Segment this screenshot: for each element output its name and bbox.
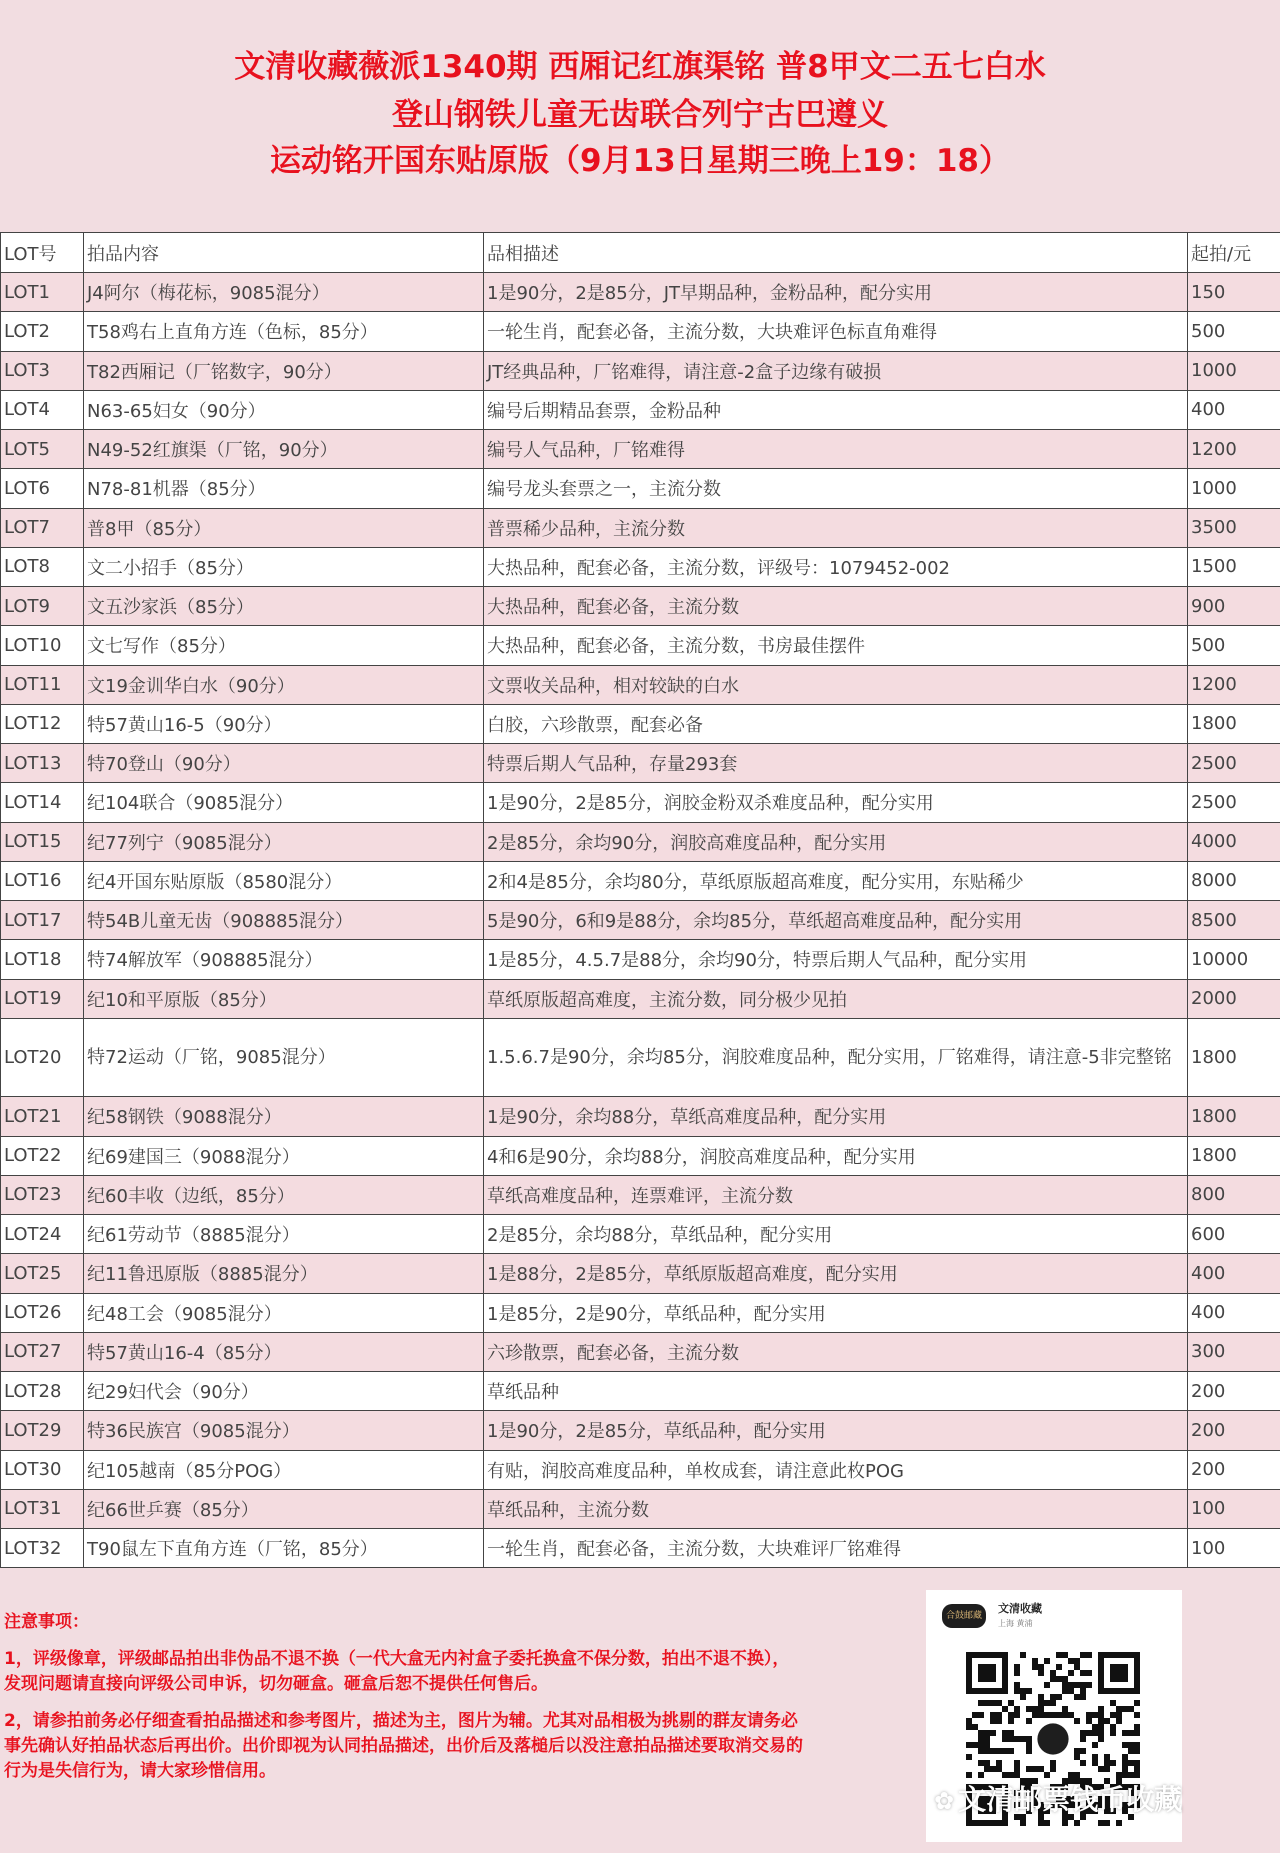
item-name: 纪11鲁迅原版（8885混分） bbox=[84, 1254, 484, 1293]
item-name: 纪60丰收（边纸，85分） bbox=[84, 1175, 484, 1214]
table-row bbox=[1, 861, 1280, 900]
item-name: 特36民族宫（9085混分） bbox=[84, 1411, 484, 1450]
lot-number: LOT21 bbox=[1, 1097, 84, 1136]
start-price: 1800 bbox=[1188, 1018, 1280, 1097]
item-name: T82西厢记（厂铭数字，90分） bbox=[84, 351, 484, 390]
table-row bbox=[1, 430, 1280, 469]
table-row bbox=[1, 351, 1280, 390]
lot-number: LOT2 bbox=[1, 312, 84, 351]
table-row bbox=[1, 626, 1280, 665]
item-description: 1是90分，2是85分，润胶金粉双杀难度品种，配分实用 bbox=[484, 783, 1188, 822]
start-price: 1500 bbox=[1188, 547, 1280, 586]
table-row bbox=[1, 1175, 1280, 1214]
lot-number: LOT32 bbox=[1, 1529, 84, 1568]
lot-table bbox=[0, 232, 1280, 1568]
start-price: 3500 bbox=[1188, 508, 1280, 547]
start-price: 2000 bbox=[1188, 979, 1280, 1018]
start-price: 300 bbox=[1188, 1332, 1280, 1371]
item-description: 1是90分，余均88分，草纸高难度品种，配分实用 bbox=[484, 1097, 1188, 1136]
watermark bbox=[934, 1778, 1182, 1818]
item-name: 特74解放军（908885混分） bbox=[84, 940, 484, 979]
table-body bbox=[1, 273, 1280, 1568]
item-name: 特57黄山16-4（85分） bbox=[84, 1332, 484, 1371]
table-row bbox=[1, 1529, 1280, 1568]
lot-number: LOT7 bbox=[1, 508, 84, 547]
item-name: 纪29妇代会（90分） bbox=[84, 1372, 484, 1411]
start-price: 200 bbox=[1188, 1450, 1280, 1489]
lot-number: LOT9 bbox=[1, 587, 84, 626]
lot-number: LOT24 bbox=[1, 1215, 84, 1254]
lot-number: LOT16 bbox=[1, 861, 84, 900]
item-description: 1.5.6.7是90分，余均85分，润胶难度品种，配分实用，厂铭难得，请注意-5非完整铭 bbox=[484, 1018, 1188, 1097]
header-start-price: 起拍/元 bbox=[1188, 233, 1280, 273]
item-name: 纪105越南（85分POG） bbox=[84, 1450, 484, 1489]
start-price: 1200 bbox=[1188, 430, 1280, 469]
item-description: 编号人气品种，厂铭难得 bbox=[484, 430, 1188, 469]
item-description: 大热品种，配套必备，主流分数 bbox=[484, 587, 1188, 626]
table-row bbox=[1, 1372, 1280, 1411]
wechat-icon: ✿ bbox=[934, 1787, 955, 1815]
lot-number: LOT25 bbox=[1, 1254, 84, 1293]
item-description: 有贴，润胶高难度品种，单枚成套，请注意此枚POG bbox=[484, 1450, 1188, 1489]
item-description: 2和4是85分，余均80分，草纸原版超高难度，配分实用，东贴稀少 bbox=[484, 861, 1188, 900]
lot-number: LOT22 bbox=[1, 1136, 84, 1175]
start-price: 1800 bbox=[1188, 1097, 1280, 1136]
start-price: 1000 bbox=[1188, 469, 1280, 508]
start-price: 8000 bbox=[1188, 861, 1280, 900]
item-name: 纪104联合（9085混分） bbox=[84, 783, 484, 822]
start-price: 500 bbox=[1188, 312, 1280, 351]
notes-heading: 注意事项： bbox=[4, 1612, 89, 1632]
lot-number: LOT29 bbox=[1, 1411, 84, 1450]
item-description: 特票后期人气品种，存量293套 bbox=[484, 744, 1188, 783]
item-name: 普8甲（85分） bbox=[84, 508, 484, 547]
item-description: 大热品种，配套必备，主流分数，评级号：1079452-002 bbox=[484, 547, 1188, 586]
title-line-1: 文清收藏薇派1340期 西厢记红旗渠铭 普8甲文二五七白水 bbox=[234, 49, 1046, 85]
table-row bbox=[1, 390, 1280, 429]
start-price: 200 bbox=[1188, 1411, 1280, 1450]
lot-number: LOT19 bbox=[1, 979, 84, 1018]
item-description: 1是88分，2是85分，草纸原版超高难度，配分实用 bbox=[484, 1254, 1188, 1293]
start-price: 1000 bbox=[1188, 351, 1280, 390]
table-row bbox=[1, 1332, 1280, 1371]
table-row bbox=[1, 1293, 1280, 1332]
item-description: 5是90分，6和9是88分，余均85分，草纸超高难度品种，配分实用 bbox=[484, 901, 1188, 940]
item-description: 草纸品种，主流分数 bbox=[484, 1489, 1188, 1528]
qr-logo: 合鼓邮藏 bbox=[942, 1604, 986, 1628]
item-name: T58鸡右上直角方连（色标，85分） bbox=[84, 312, 484, 351]
item-description: 一轮生肖，配套必备，主流分数，大块难评色标直角难得 bbox=[484, 312, 1188, 351]
item-description: 文票收关品种，相对较缺的白水 bbox=[484, 665, 1188, 704]
item-name: 纪4开国东贴原版（8580混分） bbox=[84, 861, 484, 900]
lot-number: LOT18 bbox=[1, 940, 84, 979]
start-price: 800 bbox=[1188, 1175, 1280, 1214]
table-row bbox=[1, 1018, 1280, 1097]
lot-number: LOT4 bbox=[1, 390, 84, 429]
item-description: 2是85分，余均88分，草纸品种，配分实用 bbox=[484, 1215, 1188, 1254]
qr-location: 上海 黄浦 bbox=[998, 1619, 1033, 1628]
item-name: 特57黄山16-5（90分） bbox=[84, 704, 484, 743]
notes-section bbox=[4, 1610, 804, 1796]
watermark-text: 文清邮票钱币收藏 bbox=[958, 1783, 1183, 1816]
lot-number: LOT28 bbox=[1, 1372, 84, 1411]
start-price: 4000 bbox=[1188, 822, 1280, 861]
item-description: 六珍散票，配套必备，主流分数 bbox=[484, 1332, 1188, 1371]
lot-number: LOT30 bbox=[1, 1450, 84, 1489]
item-name: 文二小招手（85分） bbox=[84, 547, 484, 586]
item-name: 文五沙家浜（85分） bbox=[84, 587, 484, 626]
lot-number: LOT3 bbox=[1, 351, 84, 390]
start-price: 150 bbox=[1188, 273, 1280, 312]
item-description: 一轮生肖，配套必备，主流分数，大块难评厂铭难得 bbox=[484, 1529, 1188, 1568]
start-price: 100 bbox=[1188, 1529, 1280, 1568]
item-description: 大热品种，配套必备，主流分数，书房最佳摆件 bbox=[484, 626, 1188, 665]
item-description: 1是85分，4.5.7是88分，余均90分，特票后期人气品种，配分实用 bbox=[484, 940, 1188, 979]
item-name: 文七写作（85分） bbox=[84, 626, 484, 665]
start-price: 400 bbox=[1188, 1254, 1280, 1293]
table-row bbox=[1, 822, 1280, 861]
start-price: 1800 bbox=[1188, 1136, 1280, 1175]
start-price: 100 bbox=[1188, 1489, 1280, 1528]
item-description: 4和6是90分，余均88分，润胶高难度品种，配分实用 bbox=[484, 1136, 1188, 1175]
table-row bbox=[1, 1411, 1280, 1450]
item-description: 草纸原版超高难度，主流分数，同分极少见拍 bbox=[484, 979, 1188, 1018]
start-price: 500 bbox=[1188, 626, 1280, 665]
start-price: 200 bbox=[1188, 1372, 1280, 1411]
lot-number: LOT5 bbox=[1, 430, 84, 469]
item-name: 纪58钢铁（9088混分） bbox=[84, 1097, 484, 1136]
title-line-2: 登山钢铁儿童无齿联合列宁古巴遵义 bbox=[392, 97, 888, 133]
lot-number: LOT31 bbox=[1, 1489, 84, 1528]
item-name: N78-81机器（85分） bbox=[84, 469, 484, 508]
lot-number: LOT10 bbox=[1, 626, 84, 665]
lot-number: LOT15 bbox=[1, 822, 84, 861]
table-row bbox=[1, 508, 1280, 547]
table-row bbox=[1, 1254, 1280, 1293]
item-name: 特72运动（厂铭，9085混分） bbox=[84, 1018, 484, 1097]
notes-item-1: 1，评级像章，评级邮品拍出非伪品不退不换（一代大盒无内衬盒子委托换盒不保分数，拍出不退不换），发现问题请直接向评级公司申诉，切勿砸盒。砸盒后恕不提供任何售后。 bbox=[4, 1649, 790, 1694]
item-description: 编号后期精品套票，金粉品种 bbox=[484, 390, 1188, 429]
lot-number: LOT26 bbox=[1, 1293, 84, 1332]
lot-number: LOT8 bbox=[1, 547, 84, 586]
start-price: 1800 bbox=[1188, 704, 1280, 743]
item-name: 纪10和平原版（85分） bbox=[84, 979, 484, 1018]
lot-number: LOT14 bbox=[1, 783, 84, 822]
table-row bbox=[1, 587, 1280, 626]
item-name: 纪48工会（9085混分） bbox=[84, 1293, 484, 1332]
header bbox=[0, 0, 1280, 232]
item-description: 草纸高难度品种，连票难评，主流分数 bbox=[484, 1175, 1188, 1214]
qr-account-name: 文清收藏 bbox=[998, 1602, 1042, 1615]
item-description: JT经典品种，厂铭难得，请注意-2盒子边缘有破损 bbox=[484, 351, 1188, 390]
table-row bbox=[1, 1097, 1280, 1136]
start-price: 8500 bbox=[1188, 901, 1280, 940]
item-description: 编号龙头套票之一，主流分数 bbox=[484, 469, 1188, 508]
header-lot: LOT号 bbox=[1, 233, 84, 273]
table-row bbox=[1, 940, 1280, 979]
table-row bbox=[1, 1215, 1280, 1254]
item-name: 特70登山（90分） bbox=[84, 744, 484, 783]
item-name: N63-65妇女（90分） bbox=[84, 390, 484, 429]
item-description: 1是90分，2是85分，草纸品种，配分实用 bbox=[484, 1411, 1188, 1450]
lot-number: LOT12 bbox=[1, 704, 84, 743]
item-description: 1是85分，2是90分，草纸品种，配分实用 bbox=[484, 1293, 1188, 1332]
item-name: 文19金训华白水（90分） bbox=[84, 665, 484, 704]
table-row bbox=[1, 744, 1280, 783]
table-row bbox=[1, 273, 1280, 312]
table-row bbox=[1, 665, 1280, 704]
start-price: 900 bbox=[1188, 587, 1280, 626]
header-description: 品相描述 bbox=[484, 233, 1188, 273]
start-price: 600 bbox=[1188, 1215, 1280, 1254]
start-price: 1200 bbox=[1188, 665, 1280, 704]
start-price: 2500 bbox=[1188, 783, 1280, 822]
notes-item-2: 2，请参拍前务必仔细查看拍品描述和参考图片，描述为主，图片为辅。尤其对品相极为挑剔的群友请务必事先确认好拍品状态后再出价。出价即视为认同拍品描述，出价后及落槌后以没注意拍品描述要取消交易的行为是失信行为，请大家珍惜信用。 bbox=[4, 1711, 803, 1781]
table-row bbox=[1, 1450, 1280, 1489]
lot-number: LOT20 bbox=[1, 1018, 84, 1097]
item-description: 1是90分，2是85分，JT早期品种，金粉品种，配分实用 bbox=[484, 273, 1188, 312]
item-name: N49-52红旗渠（厂铭，90分） bbox=[84, 430, 484, 469]
table-row bbox=[1, 469, 1280, 508]
lot-number: LOT6 bbox=[1, 469, 84, 508]
lot-number: LOT23 bbox=[1, 1175, 84, 1214]
item-name: 纪66世乒赛（85分） bbox=[84, 1489, 484, 1528]
start-price: 400 bbox=[1188, 1293, 1280, 1332]
table-row bbox=[1, 901, 1280, 940]
table-row bbox=[1, 1489, 1280, 1528]
item-name: 纪77列宁（9085混分） bbox=[84, 822, 484, 861]
lot-number: LOT1 bbox=[1, 273, 84, 312]
header-item: 拍品内容 bbox=[84, 233, 484, 273]
start-price: 400 bbox=[1188, 390, 1280, 429]
lot-number: LOT13 bbox=[1, 744, 84, 783]
start-price: 10000 bbox=[1188, 940, 1280, 979]
item-description: 白胶，六珍散票，配套必备 bbox=[484, 704, 1188, 743]
table-row bbox=[1, 547, 1280, 586]
title-line-3: 运动铭开国东贴原版（9月13日星期三晚上19：18） bbox=[270, 143, 1010, 179]
table-row bbox=[1, 704, 1280, 743]
lot-number: LOT11 bbox=[1, 665, 84, 704]
table-row bbox=[1, 979, 1280, 1018]
table-row bbox=[1, 783, 1280, 822]
item-description: 普票稀少品种，主流分数 bbox=[484, 508, 1188, 547]
item-name: J4阿尔（梅花标，9085混分） bbox=[84, 273, 484, 312]
start-price: 2500 bbox=[1188, 744, 1280, 783]
lot-number: LOT17 bbox=[1, 901, 84, 940]
item-name: 纪69建国三（9088混分） bbox=[84, 1136, 484, 1175]
table-header-row bbox=[1, 233, 1280, 273]
item-name: 特54B儿童无齿（908885混分） bbox=[84, 901, 484, 940]
item-name: T90鼠左下直角方连（厂铭，85分） bbox=[84, 1529, 484, 1568]
item-name: 纪61劳动节（8885混分） bbox=[84, 1215, 484, 1254]
item-description: 2是85分，余均90分，润胶高难度品种，配分实用 bbox=[484, 822, 1188, 861]
table-row bbox=[1, 312, 1280, 351]
lot-number: LOT27 bbox=[1, 1332, 84, 1371]
item-description: 草纸品种 bbox=[484, 1372, 1188, 1411]
table-row bbox=[1, 1136, 1280, 1175]
